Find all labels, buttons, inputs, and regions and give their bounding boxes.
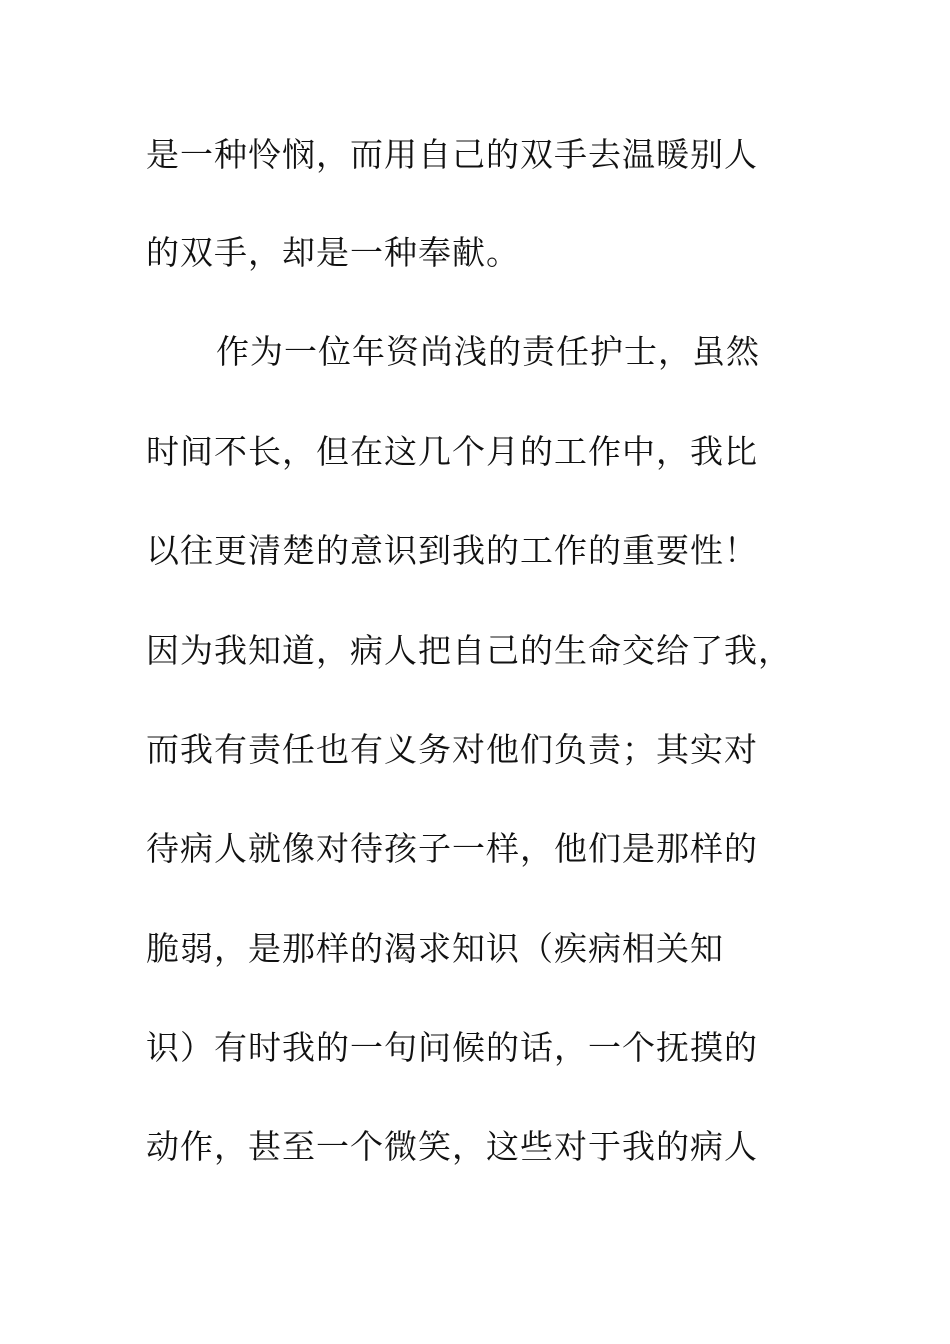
text-line: 以往更清楚的意识到我的工作的重要性！ (146, 531, 758, 570)
text-line: 待病人就像对待孩子一样，他们是那样的 (146, 829, 758, 868)
text-line: 因为我知道，病人把自己的生命交给了我， (146, 631, 792, 670)
text-line: 识）有时我的一句问候的话，一个抚摸的 (146, 1028, 758, 1067)
text-line: 脆弱，是那样的渴求知识（疾病相关知 (146, 929, 724, 968)
text-line: 是一种怜悯，而用自己的双手去温暖别人 (146, 135, 758, 174)
paragraph-first-line: 作为一位年资尚浅的责任护士，虽然 (216, 332, 760, 371)
text-line: 动作，甚至一个微笑，这些对于我的病人 (146, 1127, 758, 1166)
text-line: 而我有责任也有义务对他们负责；其实对 (146, 730, 758, 769)
text-line: 时间不长，但在这几个月的工作中，我比 (146, 432, 758, 471)
text-line: 的双手，却是一种奉献。 (146, 233, 520, 272)
